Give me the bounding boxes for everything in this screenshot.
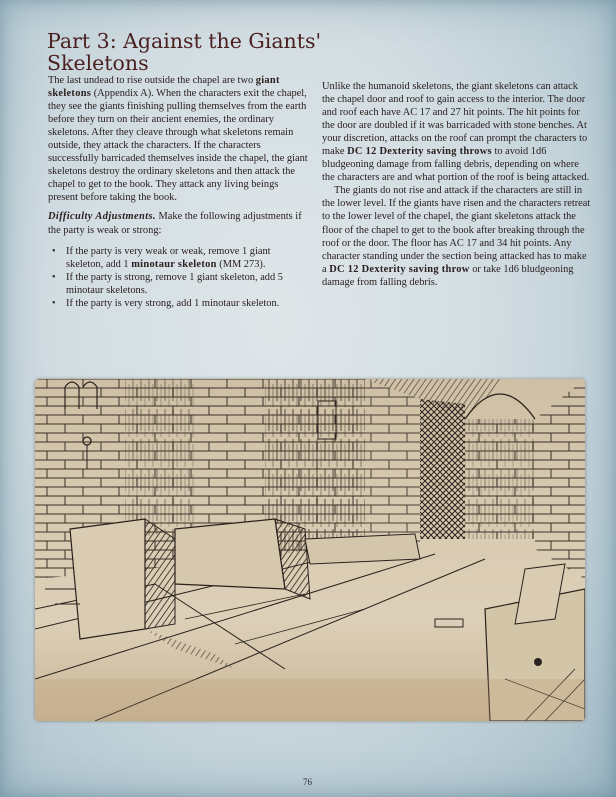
list-item [48, 297, 310, 310]
chapel-illustration [35, 379, 585, 721]
chapel-drawing [35, 379, 585, 721]
difficulty-text: Make the following adjustments if the party is weak or strong: [48, 211, 302, 236]
list-item-text: If the party is very weak or weak, remove 1 giant skeleton, add 1 [66, 245, 271, 270]
list-item [48, 245, 310, 271]
adjustments-list [48, 245, 310, 310]
lower-level-paragraph [322, 184, 592, 288]
saving-throw-reference: DC 12 Dexterity saving throw [329, 263, 470, 275]
intro-paragraph [48, 74, 310, 204]
giant-skeletons-reference: giant skeletons [48, 75, 280, 100]
attack-chapel-paragraph [322, 80, 592, 184]
page-number: 76 [303, 777, 312, 787]
intro-text: The last undead to rise outside the chapel are two [48, 75, 256, 86]
list-item-text: If the party is very strong, add 1 minotaur skeleton. [66, 297, 280, 309]
list-item-text: If the party is strong, remove 1 giant skeleton, add 5 minotaur skeletons. [66, 271, 283, 296]
minotaur-skeleton-reference: minotaur skeleton [131, 258, 217, 270]
saving-throw-reference: DC 12 Dexterity saving throws [347, 146, 492, 158]
list-item-text-cont: (MM 273). [216, 258, 266, 270]
paragraph-text-cont: to avoid 1d6 bludgeoning damage from falling debris, depending on where the characters are and what portion of the roof is being attacked. [322, 146, 590, 184]
page-title: Part 3: Against the Giants' Skeletons [47, 29, 322, 75]
list-item [48, 271, 310, 297]
paragraph-text-cont: or take 1d6 bludgeoning damage from falling debris. [322, 263, 574, 288]
left-column [48, 74, 310, 310]
paragraph-text: The giants do not rise and attack if the characters are still in the lower level. If the giants have risen and the characters retreat to the lower level of the chapel, the giant skeletons attack the floor of the chapel to get to the book after breaking through the roof or the door. The floor has AC 17 and 34 hit points. Any character standing under the section being attacked has to make a [322, 185, 591, 275]
intro-text-cont: (Appendix A). When the characters exit the chapel, they see the giants finishing pulling themselves from the earth before they turn on their ancient enemies, the ordinary skeletons. After they cleave through what skeletons remain outside, they attack the characters. If the characters successfully barricaded themselves inside the chapel, the giant skeletons destroy the ordinary skeletons and then attack the chapel to get to the book. They attack any living beings present before taking the book. [48, 88, 308, 204]
difficulty-paragraph [48, 210, 310, 236]
difficulty-heading: Difficulty Adjustments. [48, 211, 156, 223]
right-column [322, 80, 592, 289]
paragraph-text: Unlike the humanoid skeletons, the giant skeletons can attack the chapel door and roof to gain access to the interior. The door and roof each have AC 17 and 27 hit points. The hit points for the door are doubled if it was barricaded with stone benches. At your discretion, attacks on the roof can prompt the characters to make [322, 81, 588, 158]
